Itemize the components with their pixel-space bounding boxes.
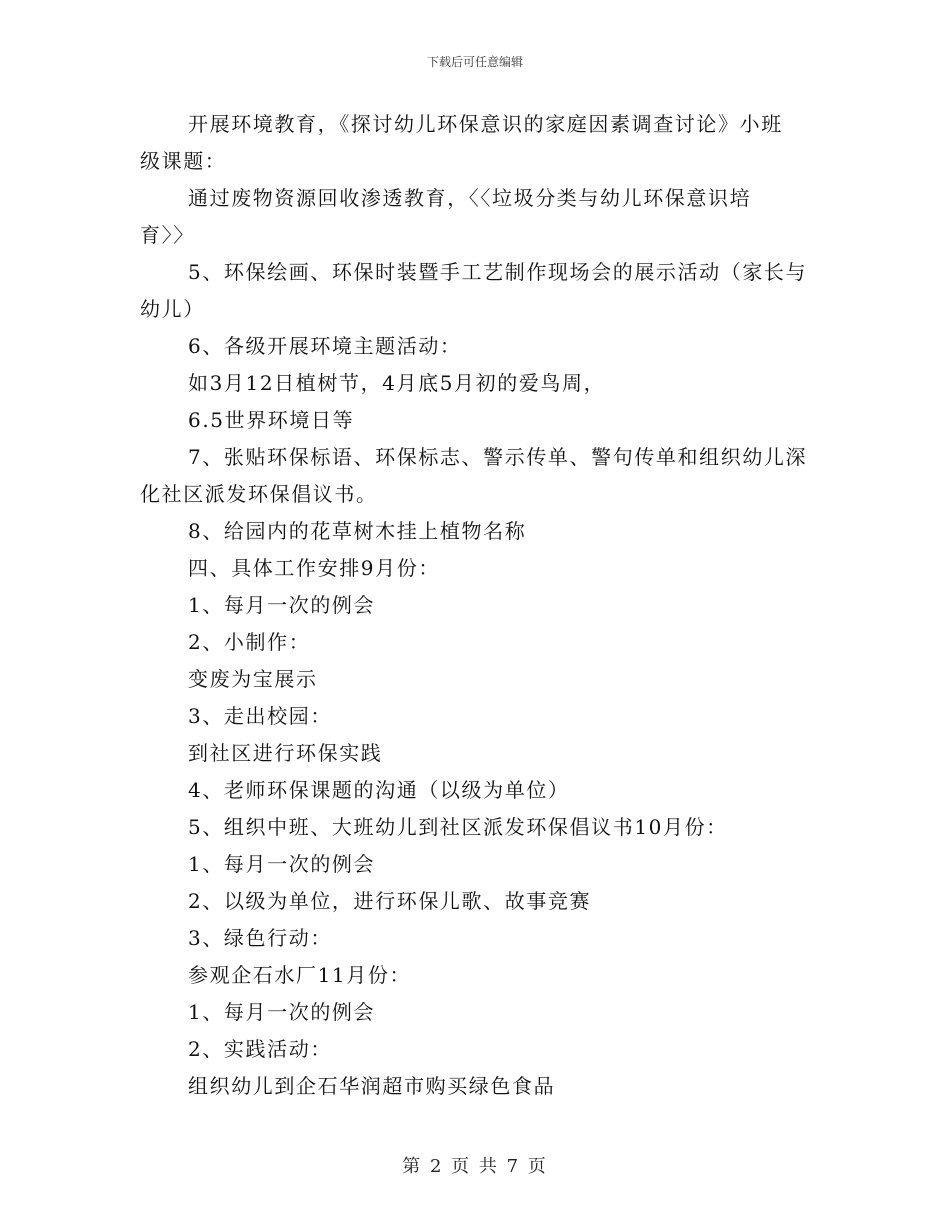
paragraph-line: 2、实践活动： xyxy=(188,1037,332,1061)
paragraph-line: 到社区进行环保实践 xyxy=(188,741,383,765)
paragraph-line: 四、具体工作安排9月份： xyxy=(188,556,440,580)
paragraph-line: 1、每月一次的例会 xyxy=(188,1000,376,1024)
paragraph-line: 2、以级为单位，进行环保儿歌、故事竞赛 xyxy=(188,889,592,913)
paragraph-line: 2、小制作： xyxy=(188,630,311,654)
paragraph-line: 6.5世界环境日等 xyxy=(188,408,355,432)
paragraph-line: 育〉〉 xyxy=(140,223,195,247)
paragraph-line: 3、绿色行动： xyxy=(188,926,332,950)
paragraph-line: 幼儿） xyxy=(140,297,205,321)
paragraph-line: 1、每月一次的例会 xyxy=(188,593,376,617)
paragraph-line: 4、老师环保课题的沟通（以级为单位） xyxy=(188,778,570,802)
paragraph-line: 5、组织中班、大班幼儿到社区派发环保倡议书10月份： xyxy=(188,815,728,839)
document-body xyxy=(140,106,830,1105)
paragraph-line: 化社区派发环保倡议书。 xyxy=(140,482,378,506)
paragraph-line: 8、给园内的花草树木挂上植物名称 xyxy=(188,519,527,543)
paragraph-line: 3、走出校园： xyxy=(188,704,332,728)
paragraph-line: 变废为宝展示 xyxy=(188,667,318,691)
page-footer: 第 2 页 共 7 页 xyxy=(402,1156,548,1177)
paragraph-line: 组织幼儿到企石华润超市购买绿色食品 xyxy=(188,1074,556,1098)
paragraph-line: 通过废物资源回收渗透教育，〈〈垃圾分类与幼儿环保意识培 xyxy=(188,186,752,210)
paragraph-line: 如3月12日植树节，4月底5月初的爱鸟周， xyxy=(188,371,606,395)
page-header: 下载后可任意编辑 xyxy=(426,55,523,69)
paragraph-line: 6、各级开展环境主题活动： xyxy=(188,334,462,358)
paragraph-line: 1、每月一次的例会 xyxy=(188,852,376,876)
paragraph-line: 级课题： xyxy=(140,149,227,173)
paragraph-line: 5、环保绘画、环保时装暨手工艺制作现场会的展示活动（家长与 xyxy=(188,260,808,284)
paragraph-line: 参观企石水厂11月份： xyxy=(188,963,412,987)
paragraph-line: 开展环境教育，《探讨幼儿环保意识的家庭因素调查讨论》小班 xyxy=(188,112,783,136)
paragraph-line: 7、张贴环保标语、环保标志、警示传单、警句传单和组织幼儿深 xyxy=(188,445,808,469)
